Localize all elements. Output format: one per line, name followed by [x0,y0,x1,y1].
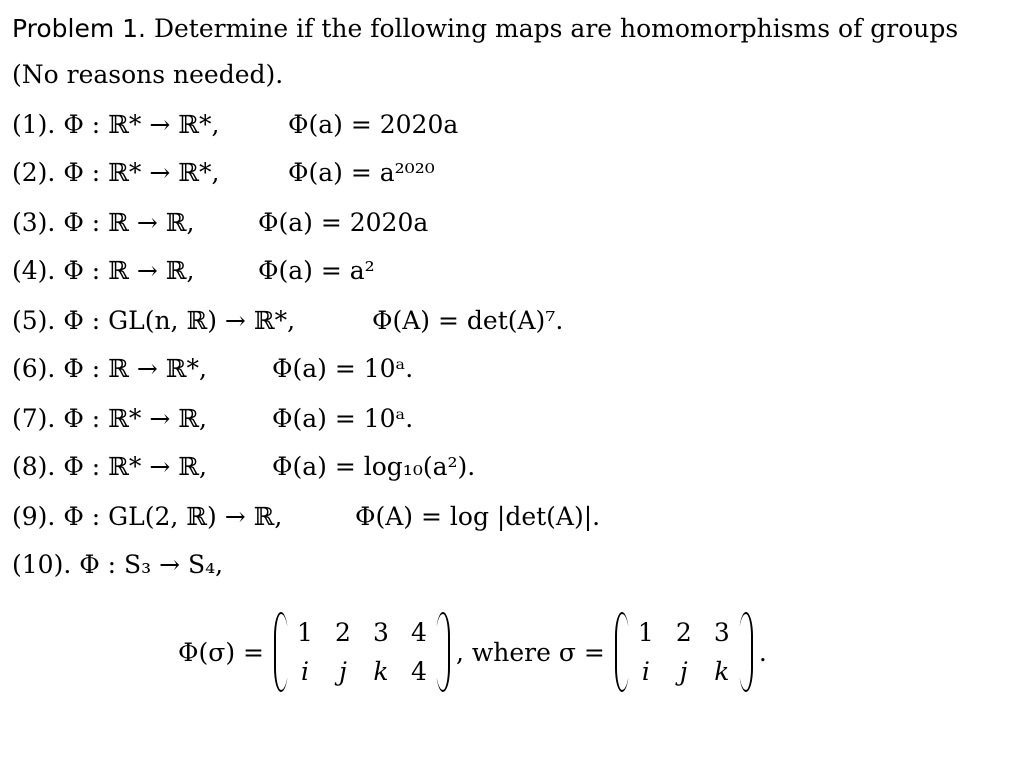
item-label: (2). [12,158,56,187]
item-label: (4). [12,256,56,285]
display-equation [178,618,767,686]
problem-title: Problem 1. [12,14,147,43]
problem-item [12,304,1012,338]
item-label: (8). [12,452,56,481]
item-label: (7). [12,404,56,433]
item-label: (3). [12,208,56,237]
item-formula: Φ(a) = log₁₀(a²). [272,452,476,481]
item-label: (9). [12,502,56,531]
item-formula: Φ(a) = 2020a [288,110,459,139]
matrix-entry: j [679,657,688,686]
matrix-entry: j [339,657,347,686]
item-formula: Φ(A) = det(A)⁷. [372,306,564,335]
display-end: . [758,637,767,667]
matrix-entry: 1 [297,618,313,647]
item-map: Φ : ℝ → ℝ*, [63,354,207,383]
item-map: Φ : ℝ* → ℝ*, [63,158,220,187]
matrix-entry: 4 [411,657,427,686]
problem-heading [12,12,958,46]
item-map: Φ : GL(2, ℝ) → ℝ, [63,502,283,531]
item-formula: Φ(a) = 10ᵃ. [272,354,414,383]
item-label: (1). [12,110,56,139]
matrix-entry: 3 [713,618,730,647]
problem-item [12,108,1012,142]
problem-item [12,402,1012,436]
item-map: Φ : ℝ* → ℝ, [63,452,207,481]
problem-intro-2: (No reasons needed). [12,60,284,89]
matrix-entry: 2 [675,618,692,647]
item-map: Φ : ℝ → ℝ, [63,208,195,237]
matrix-entry: 4 [411,618,427,647]
problem-item [12,548,1012,582]
item-formula: Φ(a) = 10ᵃ. [272,404,414,433]
item-formula: Φ(a) = a² [258,256,375,285]
matrix-entry: 3 [373,618,389,647]
item-formula: Φ(a) = a²⁰²⁰ [288,158,435,187]
matrix-entry: k [714,657,730,686]
problem-intro: Determine if the following maps are homomorphisms of groups [153,14,959,43]
item-map: Φ : ℝ → ℝ, [63,256,195,285]
matrix-entry: i [641,657,650,686]
problem-item [12,500,1012,534]
problem-item [12,156,1012,190]
matrix-entry: k [373,657,389,686]
problem-item [12,206,1012,240]
problem-item [12,352,1012,386]
matrix-phi-sigma [278,618,446,686]
display-where: , where σ = [455,637,605,667]
matrix-entry: i [300,657,309,686]
item-label: (5). [12,306,56,335]
item-label: (6). [12,354,56,383]
matrix-entry: 2 [335,618,351,647]
problem-item [12,254,1012,288]
item-map: Φ : ℝ* → ℝ, [63,404,207,433]
item-formula: Φ(a) = 2020a [258,208,429,237]
item-label: (10). [12,550,72,579]
display-lhs: Φ(σ) = [178,637,264,667]
item-map: Φ : GL(n, ℝ) → ℝ*, [63,306,296,335]
item-map: Φ : ℝ* → ℝ*, [63,110,220,139]
item-formula: Φ(A) = log |det(A)|. [355,502,601,531]
item-map: Φ : S₃ → S₄, [79,550,224,579]
problem-item [12,450,1012,484]
matrix-sigma [619,618,749,686]
matrix-entry: 1 [637,618,654,647]
